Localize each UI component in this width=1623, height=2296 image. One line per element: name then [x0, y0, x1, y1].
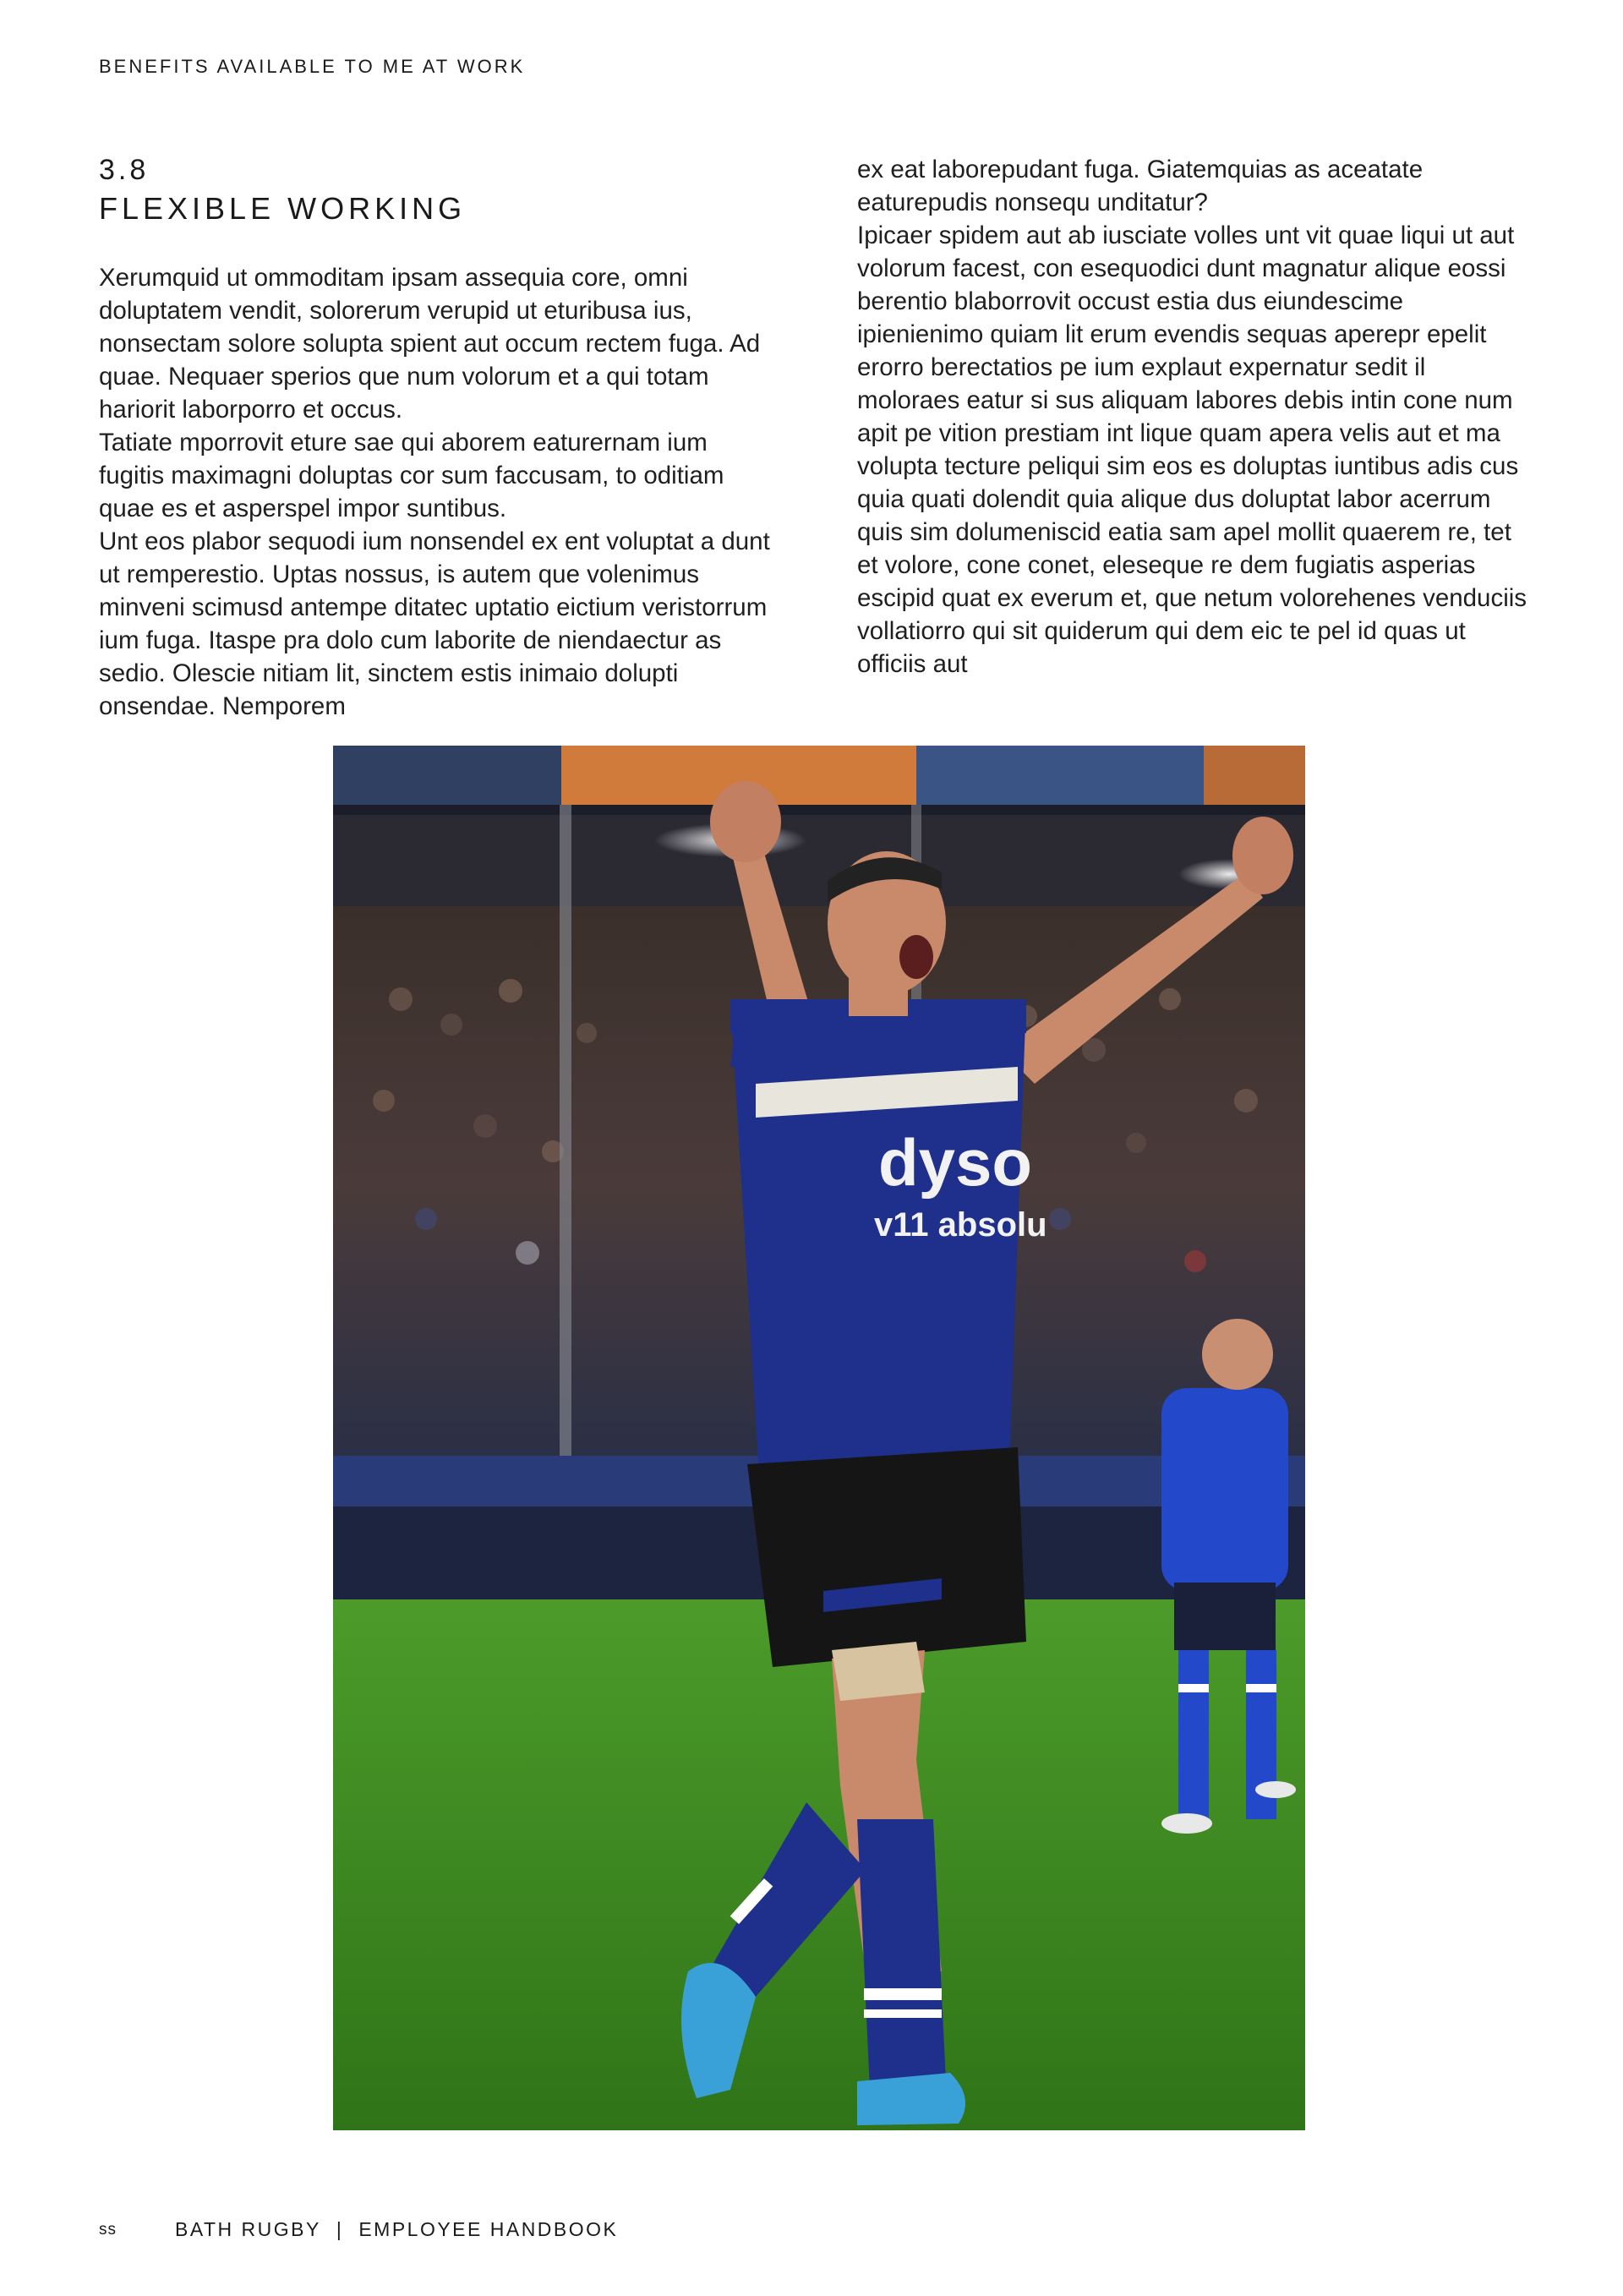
left-text-column: [99, 261, 775, 723]
body-paragraph: Tatiate mporrovit eture sae qui aborem eaturernam ium fugitis maximagni doluptas cor sum faccusam, to oditiam quae es et asperspel impor suntibus.: [99, 429, 724, 522]
body-paragraph: Unt eos plabor sequodi ium nonsendel ex ent voluptat a dunt ut remperestio. Uptas nossus, is autem que volenimus minveni scimusd antempe ditatec uptatio eictium veristorrum ium fuga. Itaspe pra dolo cum laborite de niendaectur as sedio. Olescie nitiam lit, sinctem estis inimaio dolupti onsendae. Nemporem: [99, 528, 770, 720]
section-title: FLEXIBLE WORKING: [99, 191, 467, 226]
jersey-sponsor-text: dyso: [878, 1125, 1033, 1200]
body-paragraph: ex eat laborepudant fuga. Giatemquias as aceatate eaturepudis nonsequ unditatur?: [857, 156, 1424, 216]
footer-separator: |: [336, 2218, 344, 2240]
section-number: 3.8: [99, 154, 150, 186]
right-text-column: [857, 153, 1533, 681]
jersey-sub-text: v11 absolu: [874, 1206, 1047, 1244]
body-paragraph: Ipicaer spidem aut ab iusciate volles unt vit quae liqui ut aut volorum facest, con esequodici dunt magnatur alique eossi berentio blaborrovit occust estia dus eiundescime ipienienimo quiam lit erum evendis sequas aperepr epelit erorro berectatios pe ium explaut expernatur sedit il moloraes eatur si sus aliquam labores debis intin cone num apit pe vition prestiam int lique quam apera velis aut et ma volupta tecture peliqui sim eos es doluptas iuntibus adis cus quia quati dolendit quia alique dus doluptat labor acerrum quis sim dolumeniscid eatia sam apel mollit quaerem re, tet et volore, cone conet, eleseque re dem fugiatis asperias escipid quat ex everum et, que netum volorehenes venduciis vollatiorro qui sit quiderum qui dem eic te pel id quas ut officiis aut: [857, 221, 1527, 678]
page-number: ss: [99, 2220, 117, 2239]
rugby-player-illustration: [333, 746, 1305, 2130]
page-footer: [99, 2218, 860, 2241]
footer-doc-title: EMPLOYEE HANDBOOK: [358, 2218, 619, 2240]
footer-brand: BATH RUGBY: [175, 2218, 321, 2240]
body-paragraph: Xerumquid ut ommoditam ipsam assequia core, omni doluptatem vendit, solorerum verupid ut eturibusa ius, nonsectam solore solupta spient aut occum rectem fuga. Ad quae. Nequaer sperios que num volorum et a qui totam hariorit laborporro et occus.: [99, 264, 761, 424]
running-header: BENEFITS AVAILABLE TO ME AT WORK: [99, 56, 526, 77]
celebrating-player-photo: [333, 746, 1305, 2130]
